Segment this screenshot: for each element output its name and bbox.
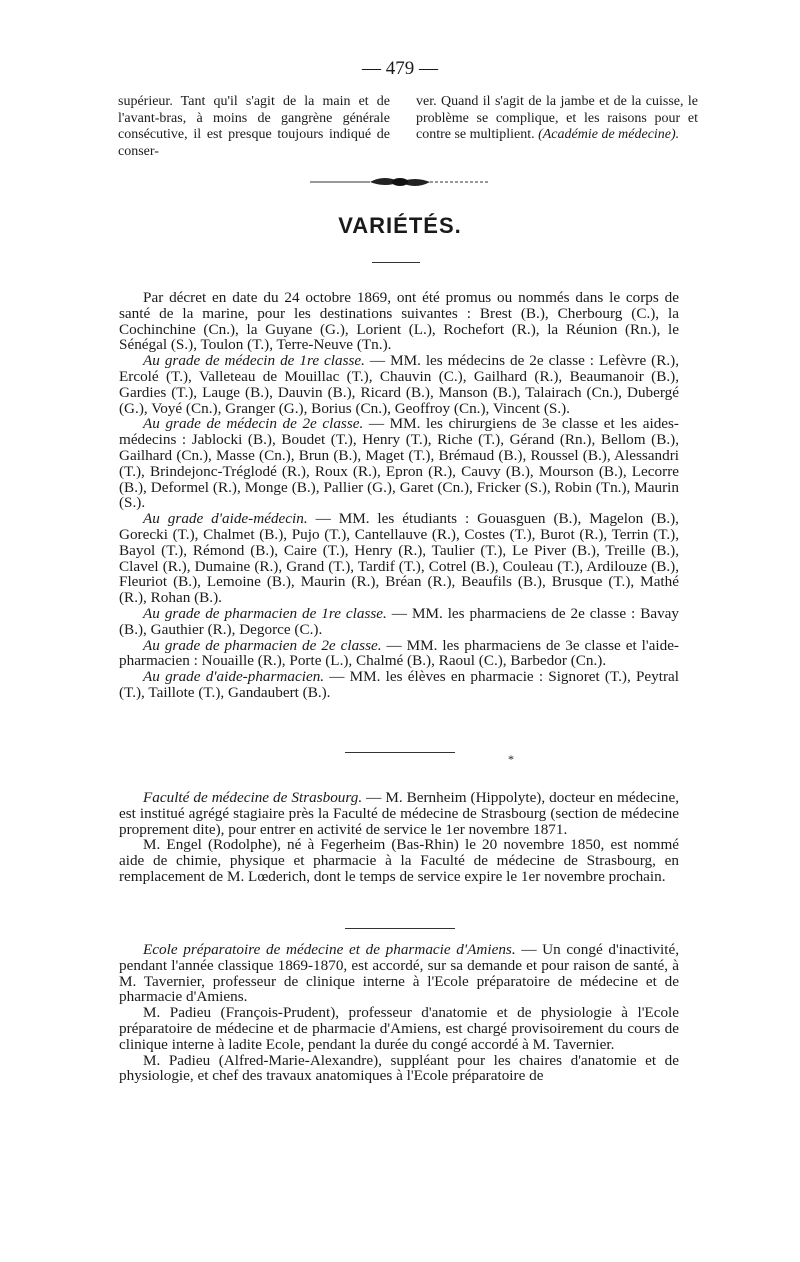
- decree-heading: Au grade d'aide-médecin.: [143, 510, 308, 528]
- source-citation: (Académie de médecine).: [538, 127, 680, 142]
- continued-article: [118, 94, 698, 160]
- strasbourg-text: — M. Bernheim (Hippolyte), docteur en médecine, est institué agrégé stagiaire près la Faculté de médecine de Strasbourg (section de médecine proprement dite), pour entrer en activité de service le 1er novembre 1871.: [119, 789, 680, 838]
- decree-text: — MM. les chirurgiens de 3e classe et les aides-médecins : Jablocki (B.), Boudet (T.), Henry (T.), Riche (T.), Gérand (Rn.), Bellom (B.), Gailhard (Cn.), Masse (Cn.), Brun (B.), Maget (T.), Brémaud (B.), Roussel (B.), Alessandri (T.), Brindejonc-Tréglodé (R.), Roux (R.), Epron (R.), Cauvy (B.), Mourson (B.), Lecorre (B.), Deformel (R.), Monge (B.), Pallier (G.), Garet (Cn.), Fricker (S.), Robin (Tn.), Maurin (S.).: [119, 415, 679, 512]
- decree-text: — MM. les pharmaciens de 3e classe et l'aide-pharmacien : Nouaille (R.), Porte (L.), Chalmé (B.), Raoul (C.), Barbedor (Cn.).: [119, 636, 679, 670]
- decree-heading: Au grade d'aide-pharmacien.: [143, 668, 325, 686]
- amiens-block: [119, 942, 679, 1084]
- strasbourg-heading: Faculté de médecine de Strasbourg.: [143, 789, 363, 806]
- amiens-heading: Ecole préparatoire de médecine et de pharmacie d'Amiens.: [143, 941, 516, 958]
- decree-heading: Au grade de médecin de 1re classe.: [143, 352, 365, 370]
- decree-paragraph: [119, 353, 679, 416]
- strasbourg-paragraph: [119, 837, 679, 884]
- decree-text: — MM. les élèves en pharmacie : Signoret (T.), Peytral (T.), Taillote (T.), Gandaubert (B.).: [119, 668, 679, 701]
- amiens-text: M. Padieu (Alfred-Marie-Alexandre), suppléant pour les chaires d'anatomie et de physiologie, et chef des travaux anatomiques à l'Ecole préparatoire de: [119, 1051, 679, 1085]
- decree-paragraph: [119, 290, 679, 353]
- separator-mark: *: [508, 752, 514, 766]
- strasbourg-block: [119, 790, 679, 885]
- decree-text: — MM. les étudiants : Gouasguen (B.), Magelon (B.), Gorecki (T.), Chalmet (B.), Pujo (T.), Cantellauve (R.), Costes (T.), Burot (R.), Terrin (T.), Bayol (T.), Rémond (B.), Caire (T.), Henry (R.), Taulier (T.), Le Piver (B.), Treille (B.), Clavel (R.), Dumaine (R.), Grand (T.), Tardif (T.), Cotrel (B.), Couleau (T.), Ardilouze (B.), Fleuriot (B.), Lemoine (B.), Maurin (R.), Bréan (R.), Beaufils (B.), Brusque (T.), Mathé (R.), Rohan (B.).: [119, 510, 679, 607]
- section-title: VARIÉTÉS.: [338, 213, 462, 238]
- decree-heading: Au grade de pharmacien de 1re classe.: [143, 604, 387, 622]
- decree-paragraph: [119, 606, 679, 638]
- decree-text: Par décret en date du 24 octobre 1869, ont été promus ou nommés dans le corps de santé de la marine, pour les destinations suivantes : Brest (B.), Cherbourg (C.), la Cochinchine (Cn.), la Guyane (G.), Lorient (L.), Rochefort (R.), la Réunion (Rn.), le Sénégal (S.), Toulon (T.), Terre-Neuve (Tn.).: [119, 289, 679, 354]
- ornament-divider-icon: [310, 172, 490, 192]
- title-rule: [372, 262, 420, 263]
- amiens-text: M. Padieu (François-Prudent), professeur d'anatomie et de physiologie à l'Ecole préparatoire de médecine et de pharmacie d'Amiens, est chargé provisoirement du cours de clinique interne à ladite Ecole, pendant la durée du congé accordé à M. Tavernier.: [119, 1004, 679, 1053]
- page-number: — 479 —: [362, 58, 438, 79]
- amiens-paragraph: [119, 1005, 679, 1052]
- decree-heading: Au grade de médecin de 2e classe.: [143, 415, 364, 433]
- separator-rule: [345, 752, 455, 753]
- decree-paragraph: [119, 416, 679, 511]
- decree-paragraph: [119, 638, 679, 670]
- strasbourg-text: M. Engel (Rodolphe), né à Fegerheim (Bas-Rhin) le 20 novembre 1850, est nommé aide de chimie, physique et pharmacie à la Faculté de médecine de Strasbourg, en remplacement de M. Lœderich, dont le temps de service expire le 1er novembre prochain.: [119, 836, 679, 885]
- separator-rule-2: [345, 928, 455, 929]
- amiens-paragraph: [119, 1053, 679, 1085]
- decree-text: — MM. les pharmaciens de 2e classe : Bavay (B.), Gauthier (R.), Degorce (C.).: [119, 604, 679, 638]
- decree-text: — MM. les médecins de 2e classe : Lefèvre (R.), Ercolé (T.), Valleteau de Mouillac (T.), Chauvin (C.), Gailhard (R.), Beaumanoir (B.), Gardies (T.), Lauge (B.), Dauvin (B.), Ricard (B.), Manson (B.), Talairach (Cn.), Dubergé (G.), Voyé (Cn.), Granger (G.), Borius (Cn.), Geoffroy (Cn.), Vincent (S.).: [119, 352, 679, 417]
- decree-heading: Au grade de pharmacien de 2e classe.: [143, 636, 382, 654]
- strasbourg-paragraph: [119, 790, 679, 837]
- amiens-text: — Un congé d'inactivité, pendant l'année classique 1869-1870, est accordé, sur sa demande et pour raison de santé, à M. Tavernier, professeur de clinique interne à l'Ecole préparatoire de médecine et de pharmacie d'Amiens.: [119, 941, 679, 1006]
- column-right-text: ver. Quand il s'agit de la jambe et de la cuisse, le problème se complique, et les raisons pour et contre se multiplient.: [416, 94, 698, 142]
- amiens-paragraph: [119, 942, 679, 1005]
- decree-paragraph: [119, 669, 679, 701]
- decree-paragraph: [119, 511, 679, 606]
- column-right: [416, 94, 698, 160]
- decree-block: [119, 290, 679, 701]
- column-left: supérieur. Tant qu'il s'agit de la main et de l'avant-bras, à moins de gangrène générale consécutive, il est presque toujours indiqué de conser-: [118, 94, 390, 159]
